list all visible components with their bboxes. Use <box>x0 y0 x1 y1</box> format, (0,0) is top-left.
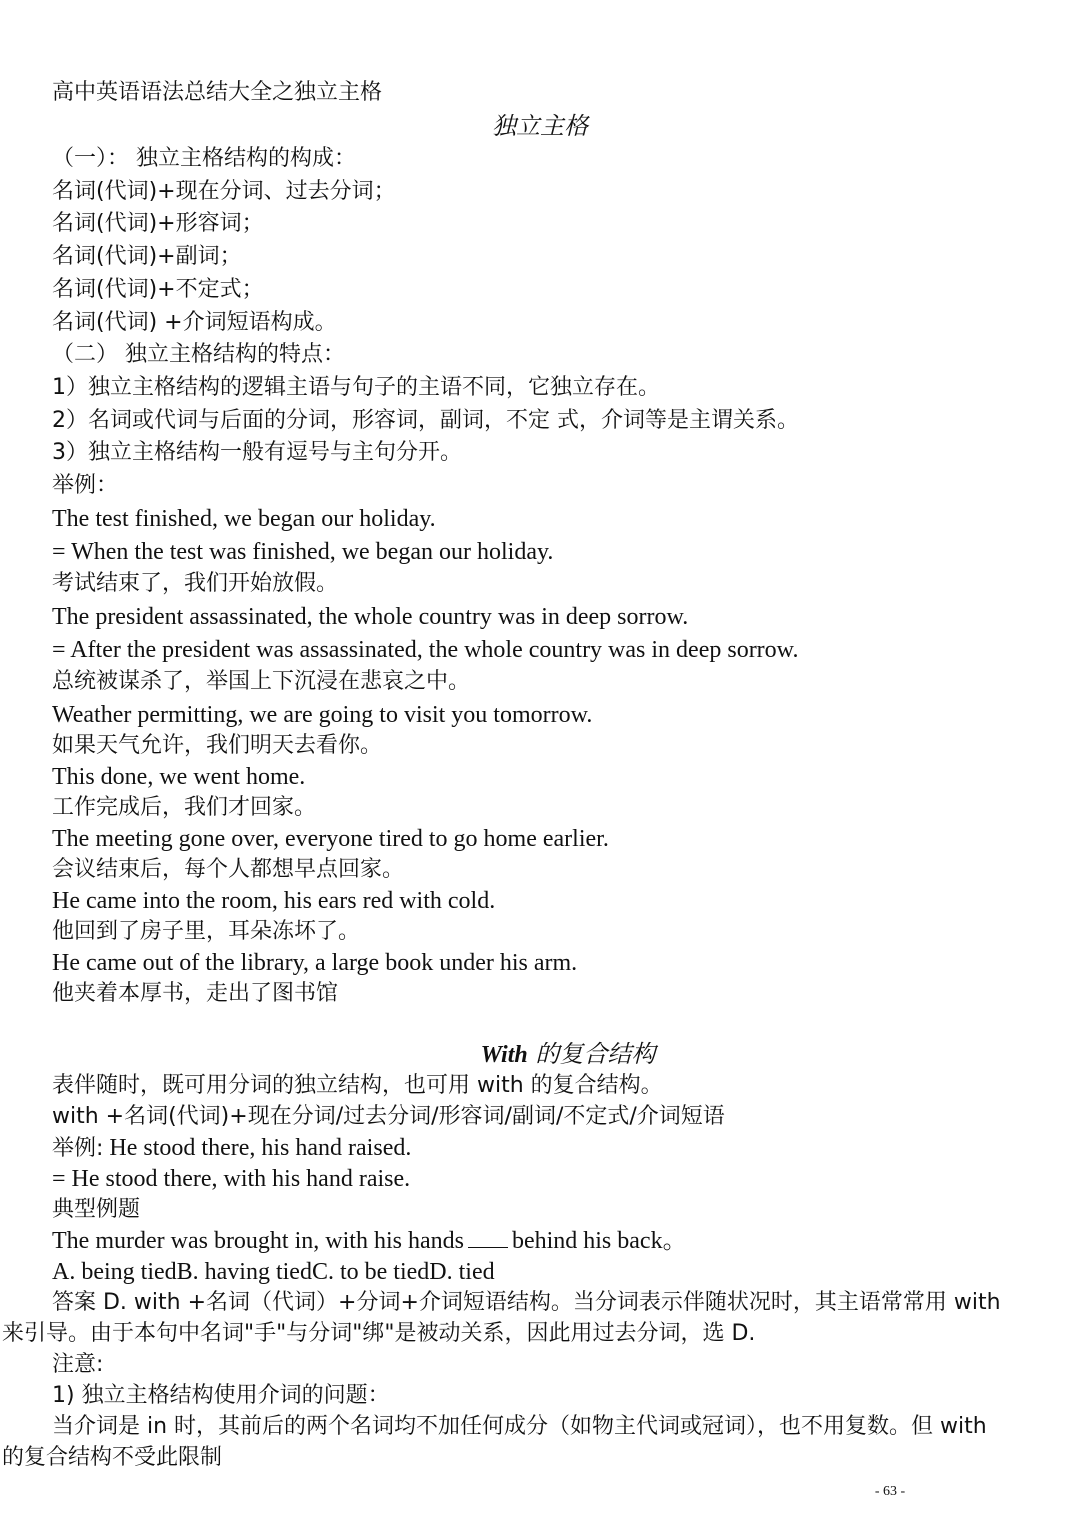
example-translation: 他夹着本厚书，走出了图书馆 <box>52 981 339 1006</box>
page-number: - 63 - <box>874 1484 906 1499</box>
document-title: 高中英语语法总结大全之独立主格 <box>52 80 383 105</box>
example-translation: 工作完成后，我们才回家。 <box>52 795 317 820</box>
rule-line: 名词(代词)+形容词； <box>52 211 264 236</box>
answer-blank <box>468 1227 508 1248</box>
example-translation: 考试结束了，我们开始放假。 <box>52 571 339 596</box>
example-sentence: = After the president was assassinated, the whole country was in deep sorrow. <box>52 637 799 663</box>
example-sentence: The meeting gone over, everyone tired to go home earlier. <box>52 826 609 852</box>
question-text: The murder was brought in, with his hands <box>52 1228 464 1254</box>
feature-line: 1）独立主格结构的逻辑主语与句子的主语不同，它独立存在。 <box>52 375 660 400</box>
examples-label: 举例： <box>52 473 119 498</box>
example-sentence: This done, we went home. <box>52 764 306 790</box>
section-heading-with-structure <box>0 1038 1080 1071</box>
feature-line: 3）独立主格结构一般有逗号与主句分开。 <box>52 440 462 465</box>
example-sentence: = He stood there, with his hand raise. <box>52 1166 411 1192</box>
with-usage-line: 表伴随时，既可用分词的独立结构，也可用 with 的复合结构。 <box>52 1073 663 1098</box>
rule-line: 名词(代词) +介词短语构成。 <box>52 310 337 335</box>
example-label: 举例: <box>52 1136 104 1161</box>
features-heading: （二） 独立主格结构的特点： <box>52 342 345 367</box>
with-formula-line: with +名词(代词)+现在分词/过去分词/形容词/副词/不定式/介词短语 <box>52 1104 725 1129</box>
rule-line: 名词(代词)+现在分词、过去分词； <box>52 179 396 204</box>
question-text: behind his back。 <box>511 1228 687 1254</box>
example-sentence: The president assassinated, the whole country was in deep sorrow. <box>52 604 689 630</box>
example-sentence: He came into the room, his ears red with cold. <box>52 888 496 914</box>
example-sentence: He came out of the library, a large book under his arm. <box>52 950 578 976</box>
example-translation: 如果天气允许，我们明天去看你。 <box>52 733 383 758</box>
example-translation: 会议结束后，每个人都想早点回家。 <box>52 857 405 882</box>
structure-heading: （一）： 独立主格结构的构成： <box>52 146 356 171</box>
typical-question-label: 典型例题 <box>52 1197 141 1222</box>
rule-line: 名词(代词)+不定式； <box>52 277 264 302</box>
example-translation: 他回到了房子里，耳朵冻坏了。 <box>52 919 361 944</box>
note-text: 的复合结构不受此限制 <box>2 1445 223 1470</box>
note-text: 当介词是 in 时，其前后的两个名词均不加任何成分（如物主代词或冠词），也不用复数。但 with <box>52 1414 987 1439</box>
answer-options: A. being tiedB. having tiedC. to be tiedD. tied <box>52 1259 495 1285</box>
with-example-line <box>52 1133 1078 1164</box>
note-label: 注意: <box>52 1352 104 1377</box>
example-sentence: Weather permitting, we are going to visit you tomorrow. <box>52 702 593 728</box>
example-sentence: The test finished, we began our holiday. <box>52 506 436 532</box>
answer-explanation: 答案 D. with +名词（代词）+分词+介词短语结构。当分词表示伴随状况时，其主语常常用 with <box>52 1290 1001 1315</box>
feature-line: 2）名词或代词与后面的分词，形容词，副词，不定 式，介词等是主谓关系。 <box>52 408 799 433</box>
heading-rest: 的复合结构 <box>527 1040 656 1068</box>
example-sentence: He stood there, his hand raised. <box>103 1135 412 1161</box>
example-translation: 总统被谋杀了，举国上下沉浸在悲哀之中。 <box>52 669 471 694</box>
heading-with-word: With <box>480 1042 528 1068</box>
answer-explanation: 来引导。由于本句中名词"手"与分词"绑"是被动关系，因此用过去分词，选 D. <box>2 1321 756 1346</box>
rule-line: 名词(代词)+副词； <box>52 244 242 269</box>
note-item: 1) 独立主格结构使用介词的问题： <box>52 1383 390 1408</box>
question-line <box>52 1226 1078 1256</box>
example-sentence: = When the test was finished, we began our holiday. <box>52 539 554 565</box>
section-heading-independent-nominative: 独立主格 <box>492 112 588 140</box>
